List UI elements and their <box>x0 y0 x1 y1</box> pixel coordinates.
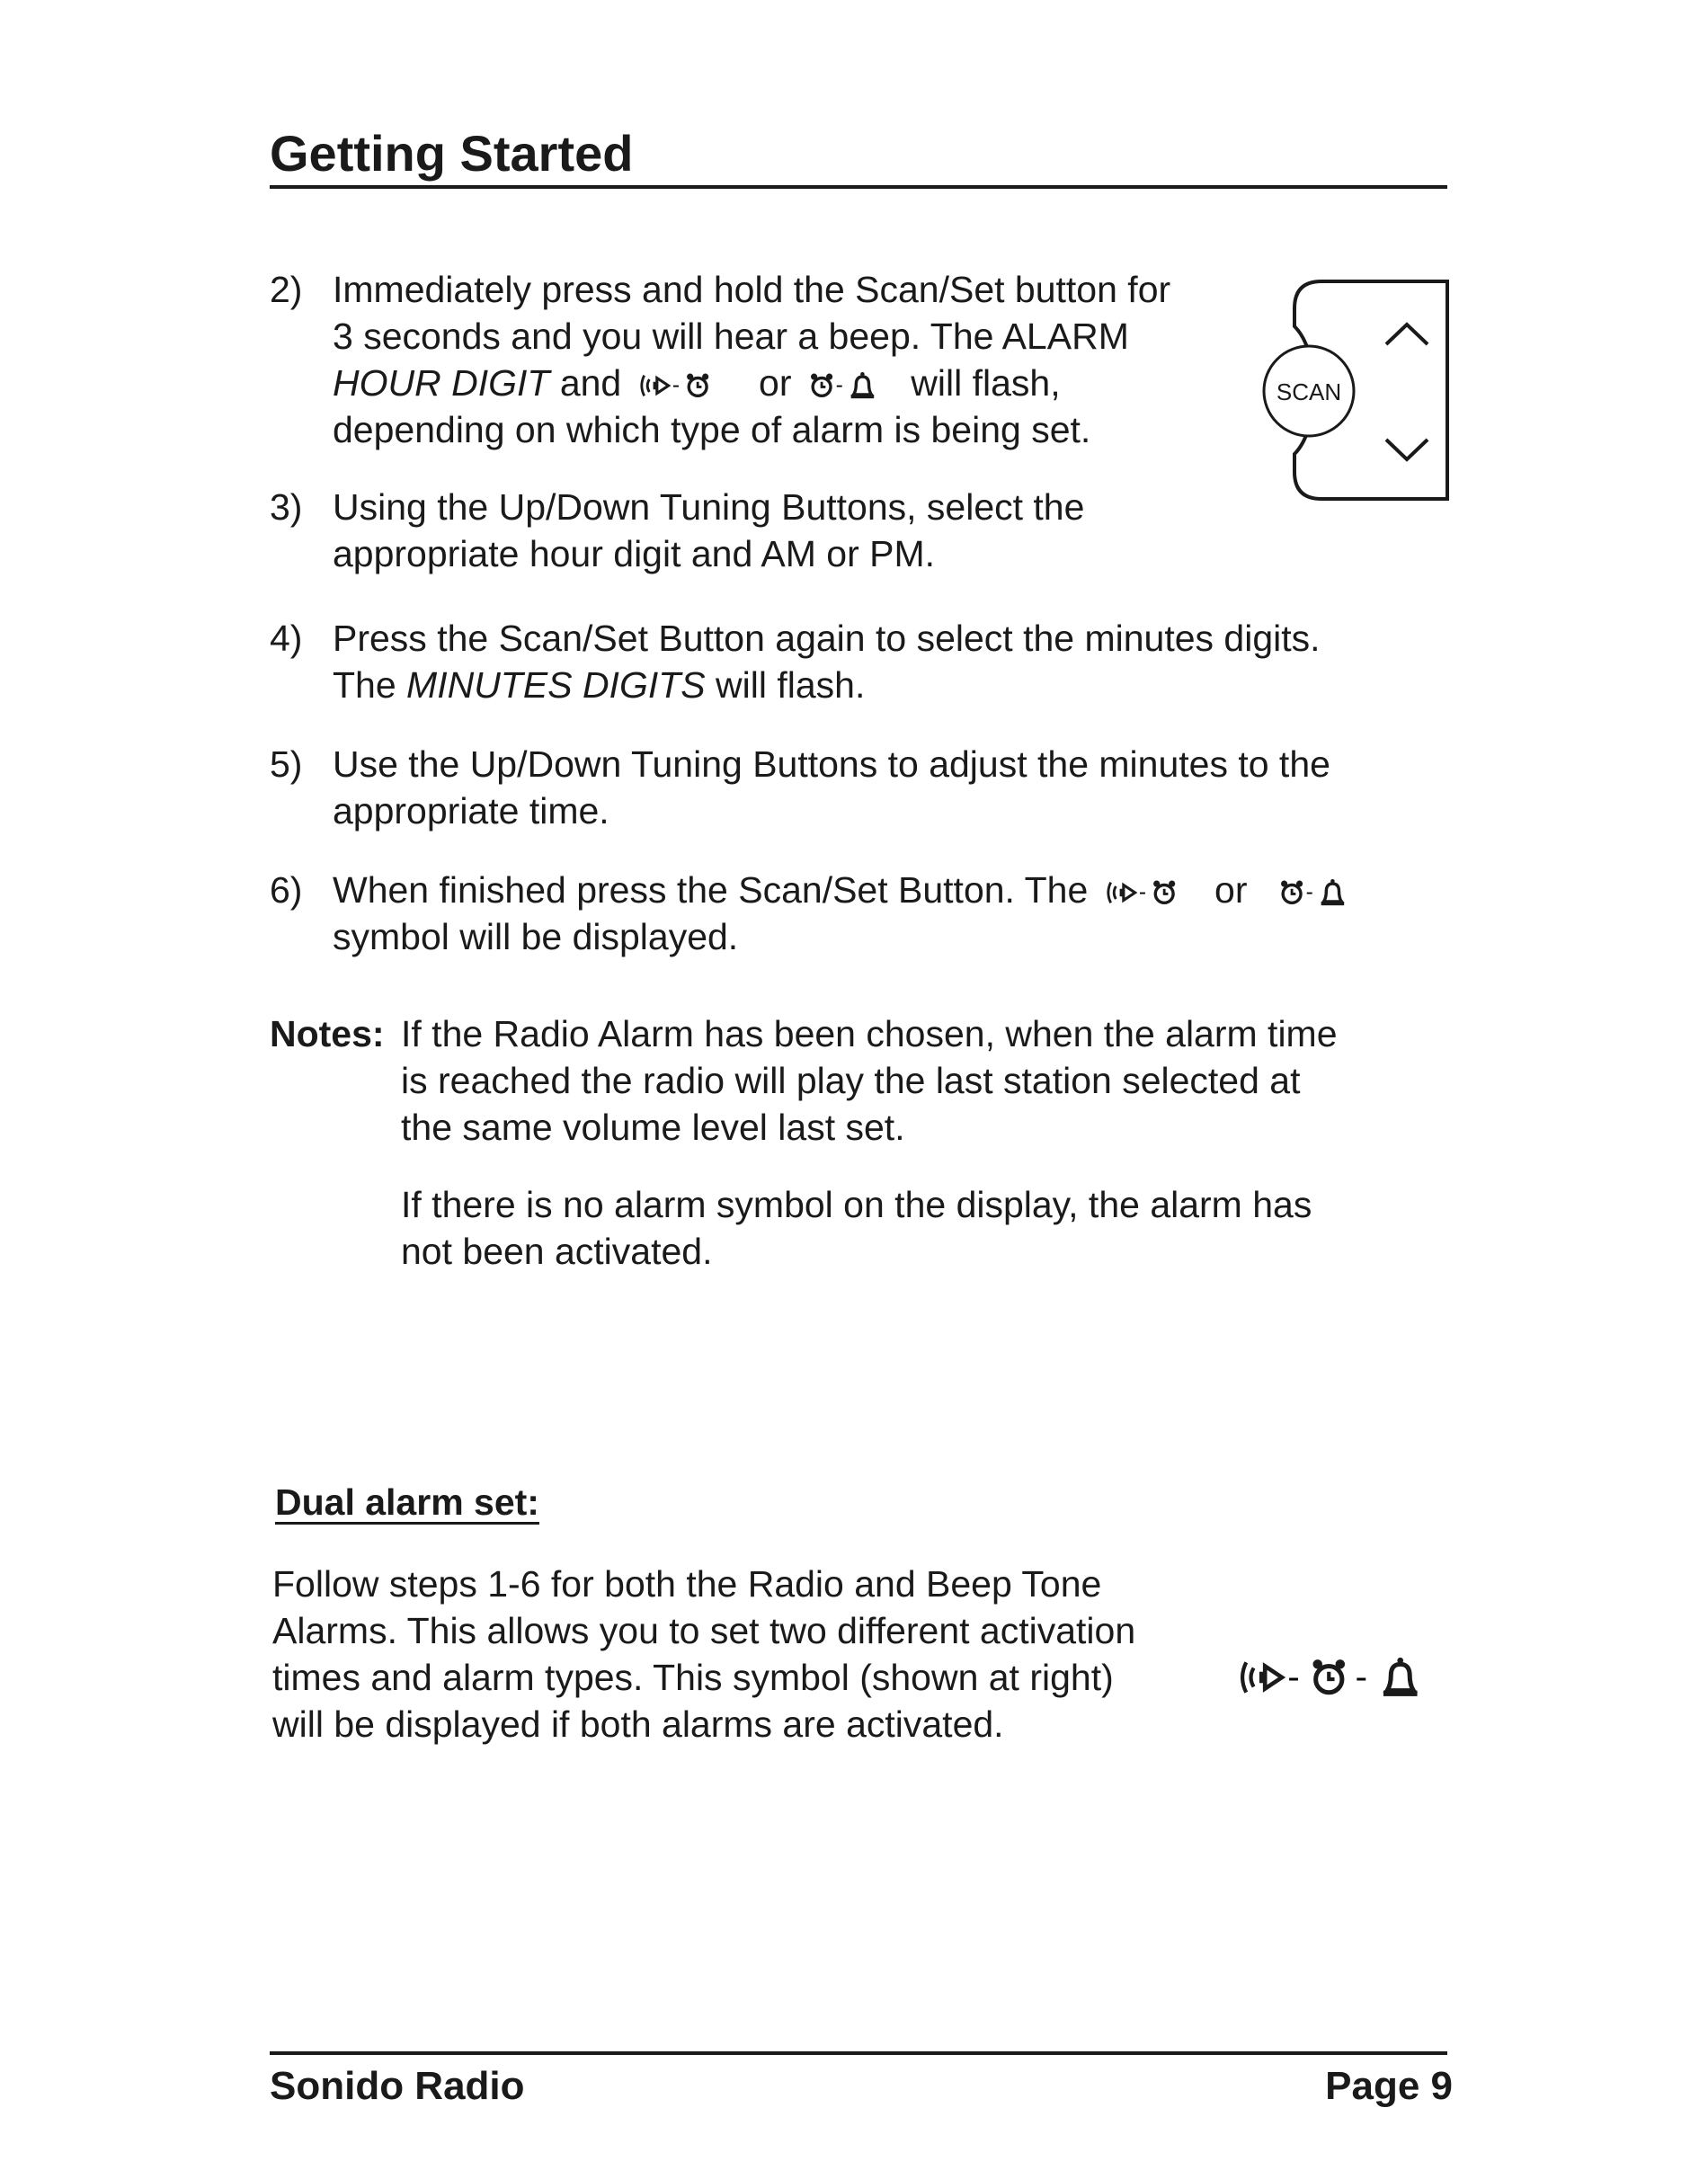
minutes-digits-term: MINUTES DIGITS <box>406 664 706 706</box>
step-line: HOUR DIGIT and - or - will flash, <box>333 362 1061 404</box>
scan-label: SCAN <box>1276 378 1342 405</box>
paragraph-line: Alarms. This allows you to set two different activation <box>272 1610 1136 1651</box>
header-rule <box>270 185 1447 189</box>
step-line: appropriate time. <box>333 790 609 832</box>
step-line: appropriate hour digit and AM or PM. <box>333 533 936 574</box>
svg-text:-: - <box>1287 1657 1300 1697</box>
svg-text:-: - <box>1305 881 1313 905</box>
dual-alarm-icon <box>1241 1650 1447 1704</box>
step-line: depending on which type of alarm is being set. <box>333 409 1091 450</box>
step-line: When finished press the Scan/Set Button. The - or - <box>333 867 1501 913</box>
step-number: 4) <box>270 618 303 659</box>
step-number: 6) <box>270 869 303 911</box>
step-line: Immediately press and hold the Scan/Set button for <box>333 269 1171 310</box>
note-line: If there is no alarm symbol on the display, the alarm has <box>401 1184 1312 1225</box>
page-number: Page 9 <box>1325 2064 1453 2108</box>
section-heading: Dual alarm set: <box>275 1481 539 1523</box>
footer-rule <box>270 2051 1447 2055</box>
step-number: 2) <box>270 269 303 310</box>
step-line: The MINUTES DIGITS will flash. <box>333 664 866 706</box>
hour-digit-term: HOUR DIGIT <box>333 362 550 404</box>
radio-alarm-icon <box>636 370 734 401</box>
note-line: is reached the radio will play the last station selected at <box>401 1060 1301 1101</box>
scan-tuning-diagram <box>1259 274 1456 508</box>
step-line: symbol will be displayed. <box>333 916 739 957</box>
svg-text:-: - <box>1138 881 1146 905</box>
paragraph-line: Follow steps 1-6 for both the Radio and Beep Tone <box>272 1563 1102 1605</box>
step-line: Using the Up/Down Tuning Buttons, select the <box>333 486 1085 528</box>
chevron-up-icon <box>1386 325 1428 344</box>
note-line: not been activated. <box>401 1231 713 1272</box>
step-number: 5) <box>270 743 303 785</box>
note-line: the same volume level last set. <box>401 1107 905 1148</box>
page-title: Getting Started <box>270 125 634 182</box>
svg-text:-: - <box>835 374 843 398</box>
svg-text:-: - <box>672 374 680 398</box>
note-line: If the Radio Alarm has been chosen, when the alarm time <box>401 1013 1338 1054</box>
svg-text:-: - <box>1355 1657 1368 1697</box>
paragraph-line: times and alarm types. This symbol (shown at right) <box>272 1657 1114 1698</box>
notes-label: Notes: <box>270 1013 385 1054</box>
radio-alarm-icon <box>1102 877 1201 908</box>
step-line: Use the Up/Down Tuning Buttons to adjust the minutes to the <box>333 743 1330 785</box>
beep-alarm-icon <box>805 370 886 401</box>
beep-alarm-icon <box>1276 877 1357 908</box>
step-line: Press the Scan/Set Button again to select the minutes digits. <box>333 618 1321 659</box>
step-line: 3 seconds and you will hear a beep. The ALARM <box>333 316 1129 357</box>
footer-title: Sonido Radio <box>270 2064 525 2108</box>
paragraph-line: will be displayed if both alarms are activated. <box>272 1703 1004 1745</box>
chevron-down-icon <box>1386 440 1428 459</box>
step-number: 3) <box>270 486 303 528</box>
dual-alarm-paragraph <box>272 1561 1135 1748</box>
